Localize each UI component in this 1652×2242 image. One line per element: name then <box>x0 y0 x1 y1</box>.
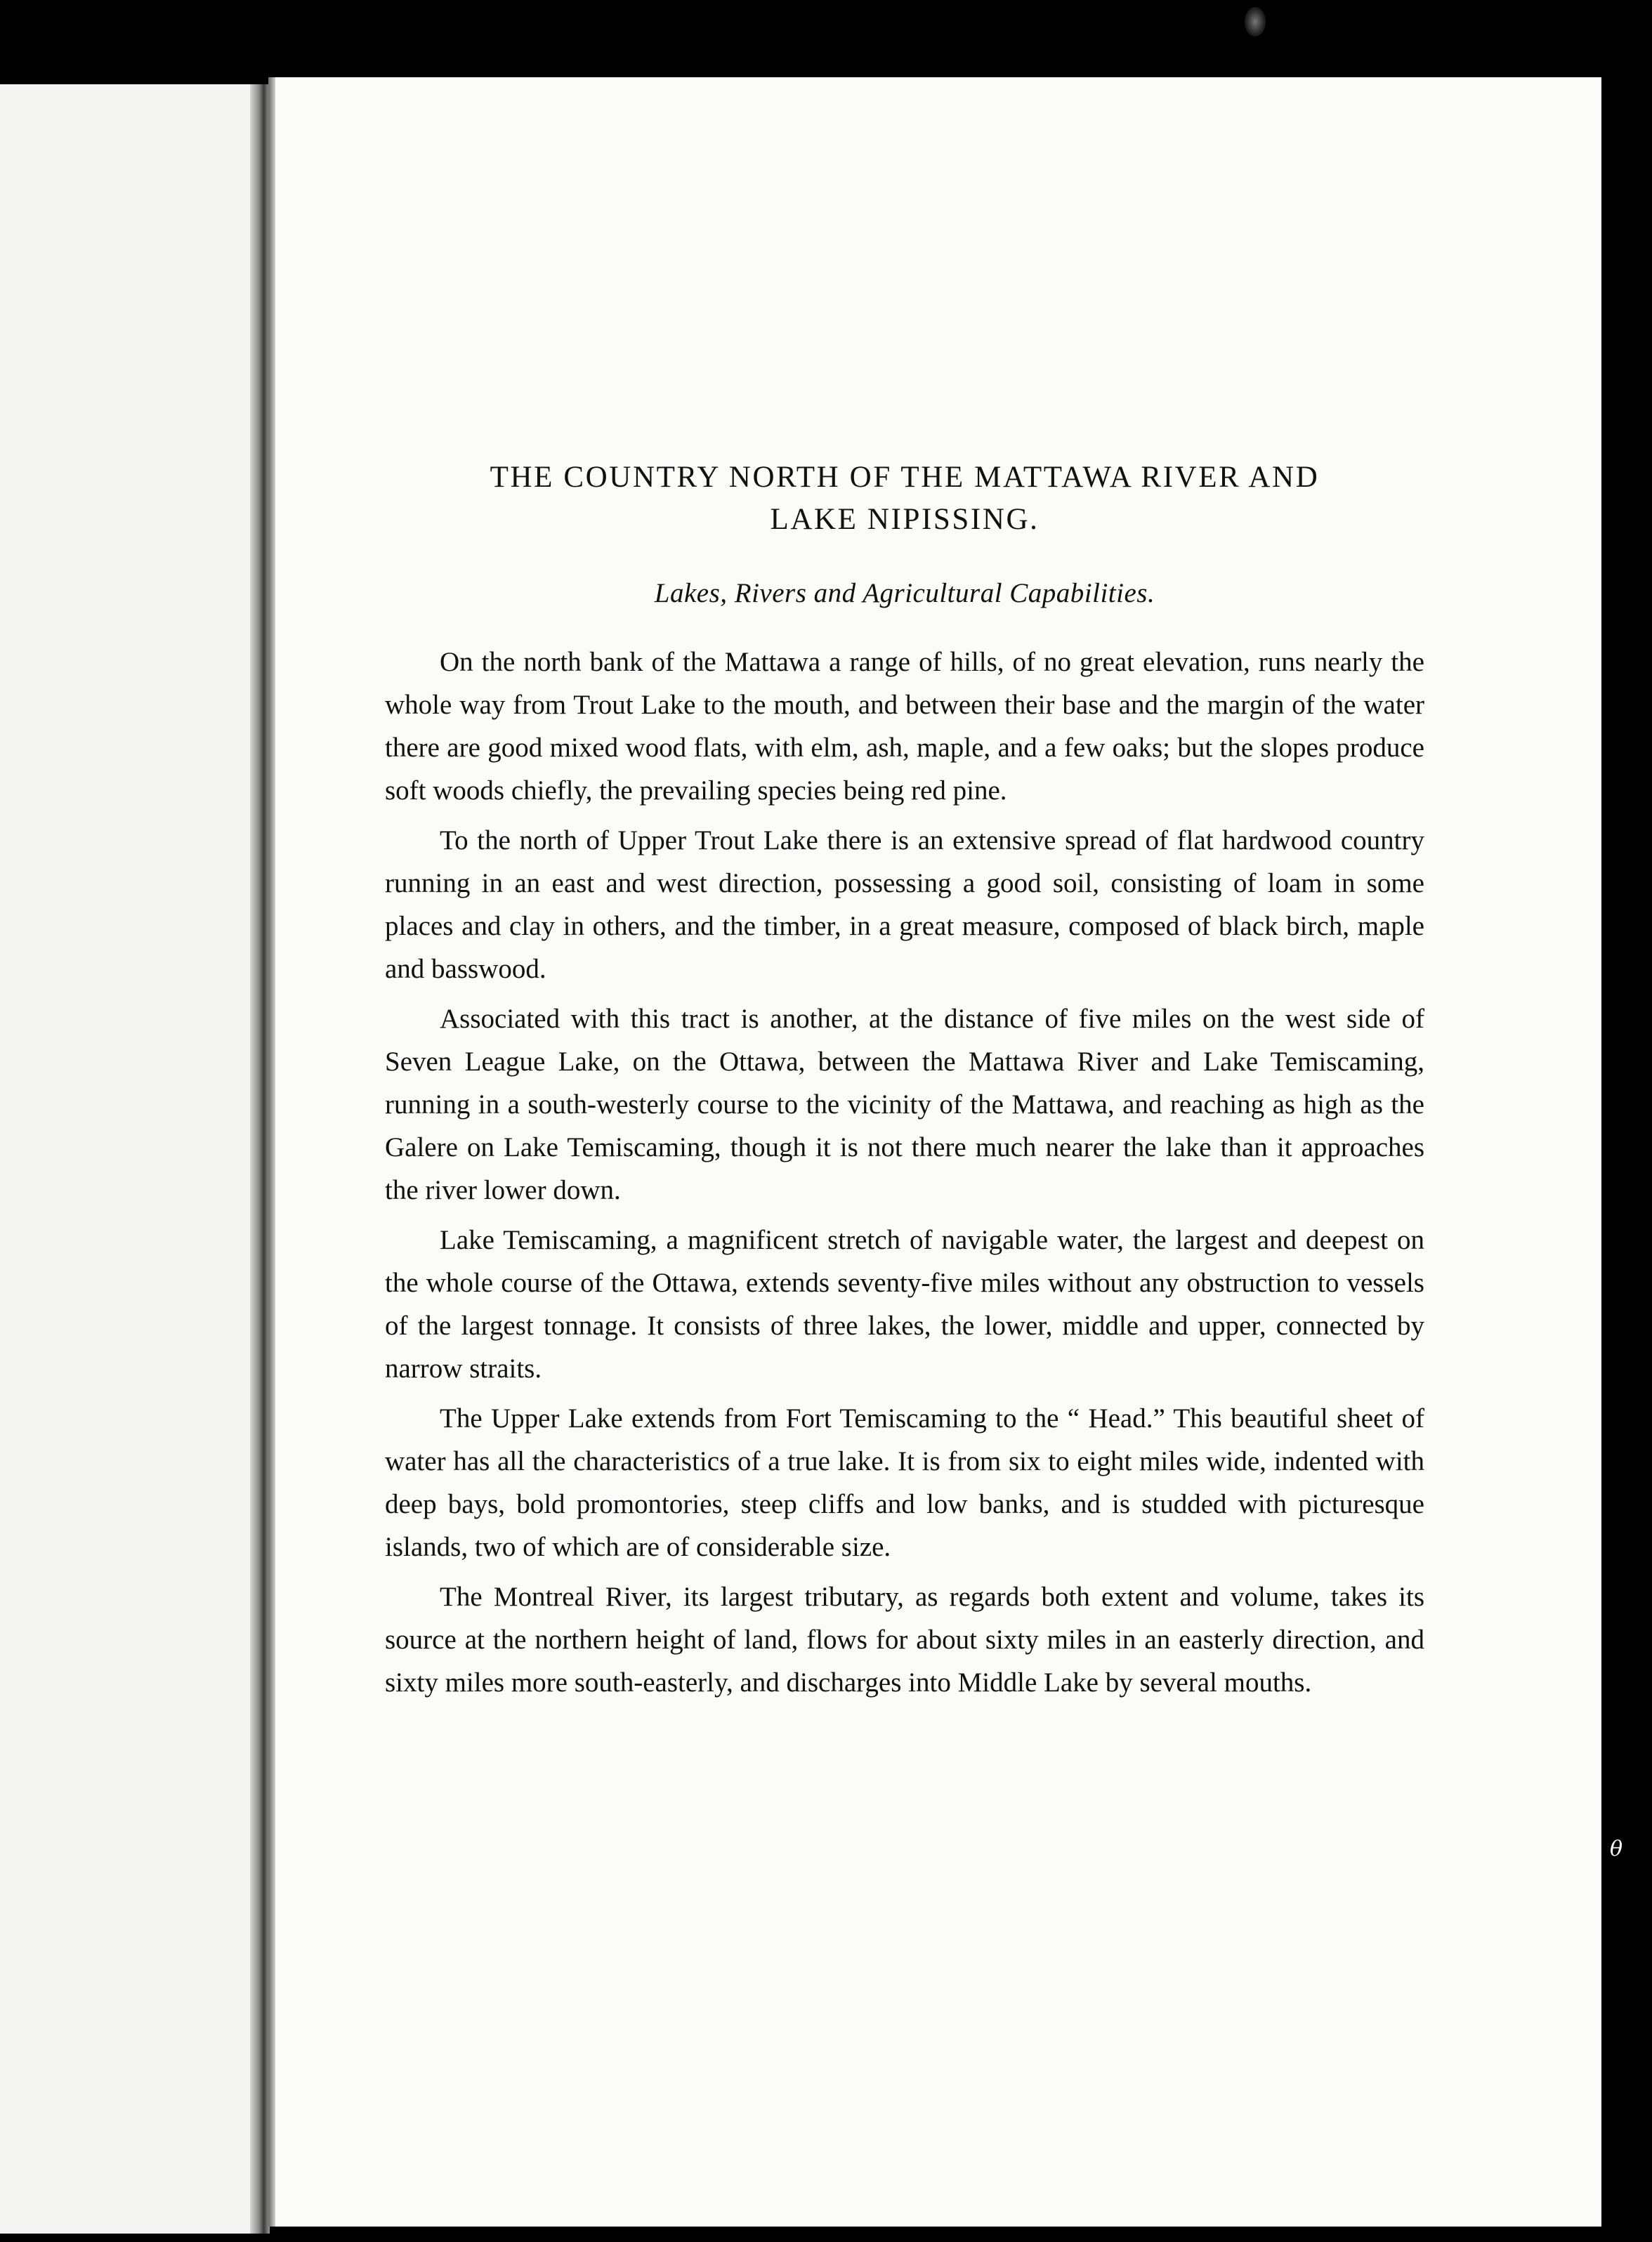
paragraph-5: The Upper Lake extends from Fort Temiscaming to the “ Head.” This beautiful sheet of water has all the characteristics of a true lake. It is from six to eight miles wide, indented with deep bays, bold promontories, steep cliffs and low banks, and is studded with picturesque islands, two of which are of considerable size. <box>385 1403 1424 1562</box>
binding-shadow <box>250 84 270 2234</box>
title-line-2: LAKE NIPISSING. <box>770 503 1040 536</box>
scan-speck <box>1245 7 1266 37</box>
paragraph-4: Lake Temiscaming, a magnificent stretch of navigable water, the largest and deepest on the whole course of the Ottawa, extends seventy-five miles without any obstruction to vessels of the largest tonnage. It consists of three lakes, the lower, middle and upper, connected by narrow straits. <box>385 1225 1424 1384</box>
page-fold <box>268 77 275 2227</box>
left-facing-page <box>0 84 258 2234</box>
paragraph-1: On the north bank of the Mattawa a range of hills, of no great elevation, runs nearly the whole way from Trout Lake to the mouth, and between their base and the margin of the water there are good mixed wood flats, with elm, ash, maple, and a few oaks; but the slopes produce soft woods chiefly, the prevailing species being red pine. <box>385 647 1424 806</box>
title-line-1: THE COUNTRY NORTH OF THE MATTAWA RIVER AND <box>490 461 1320 494</box>
page-content <box>385 457 1424 1711</box>
paragraph-3: Associated with this tract is another, at the distance of five miles on the west side of Seven League Lake, on the Ottawa, between the Mattawa River and Lake Temiscaming, running in a south-westerly course to the vicinity of the Mattawa, and reaching as high as the Galere on Lake Temiscaming, though it is not there much nearer the lake than it approaches the river lower down. <box>385 1004 1424 1205</box>
page-subtitle: Lakes, Rivers and Agricultural Capabilities. <box>654 578 1155 608</box>
margin-mark: θ <box>1610 1837 1623 1861</box>
page-title <box>385 457 1424 541</box>
paragraph-6: The Montreal River, its largest tributary, as regards both extent and volume, takes its source at the northern height of land, flows for about sixty miles in an easterly direction, and sixty miles more south-easterly, and discharges into Middle Lake by several mouths. <box>385 1582 1424 1698</box>
paragraph-2: To the north of Upper Trout Lake there is an extensive spread of flat hardwood country running in an east and west direction, possessing a good soil, consisting of loam in some places and clay in others, and the timber, in a great measure, composed of black birch, maple and basswood. <box>385 825 1424 984</box>
